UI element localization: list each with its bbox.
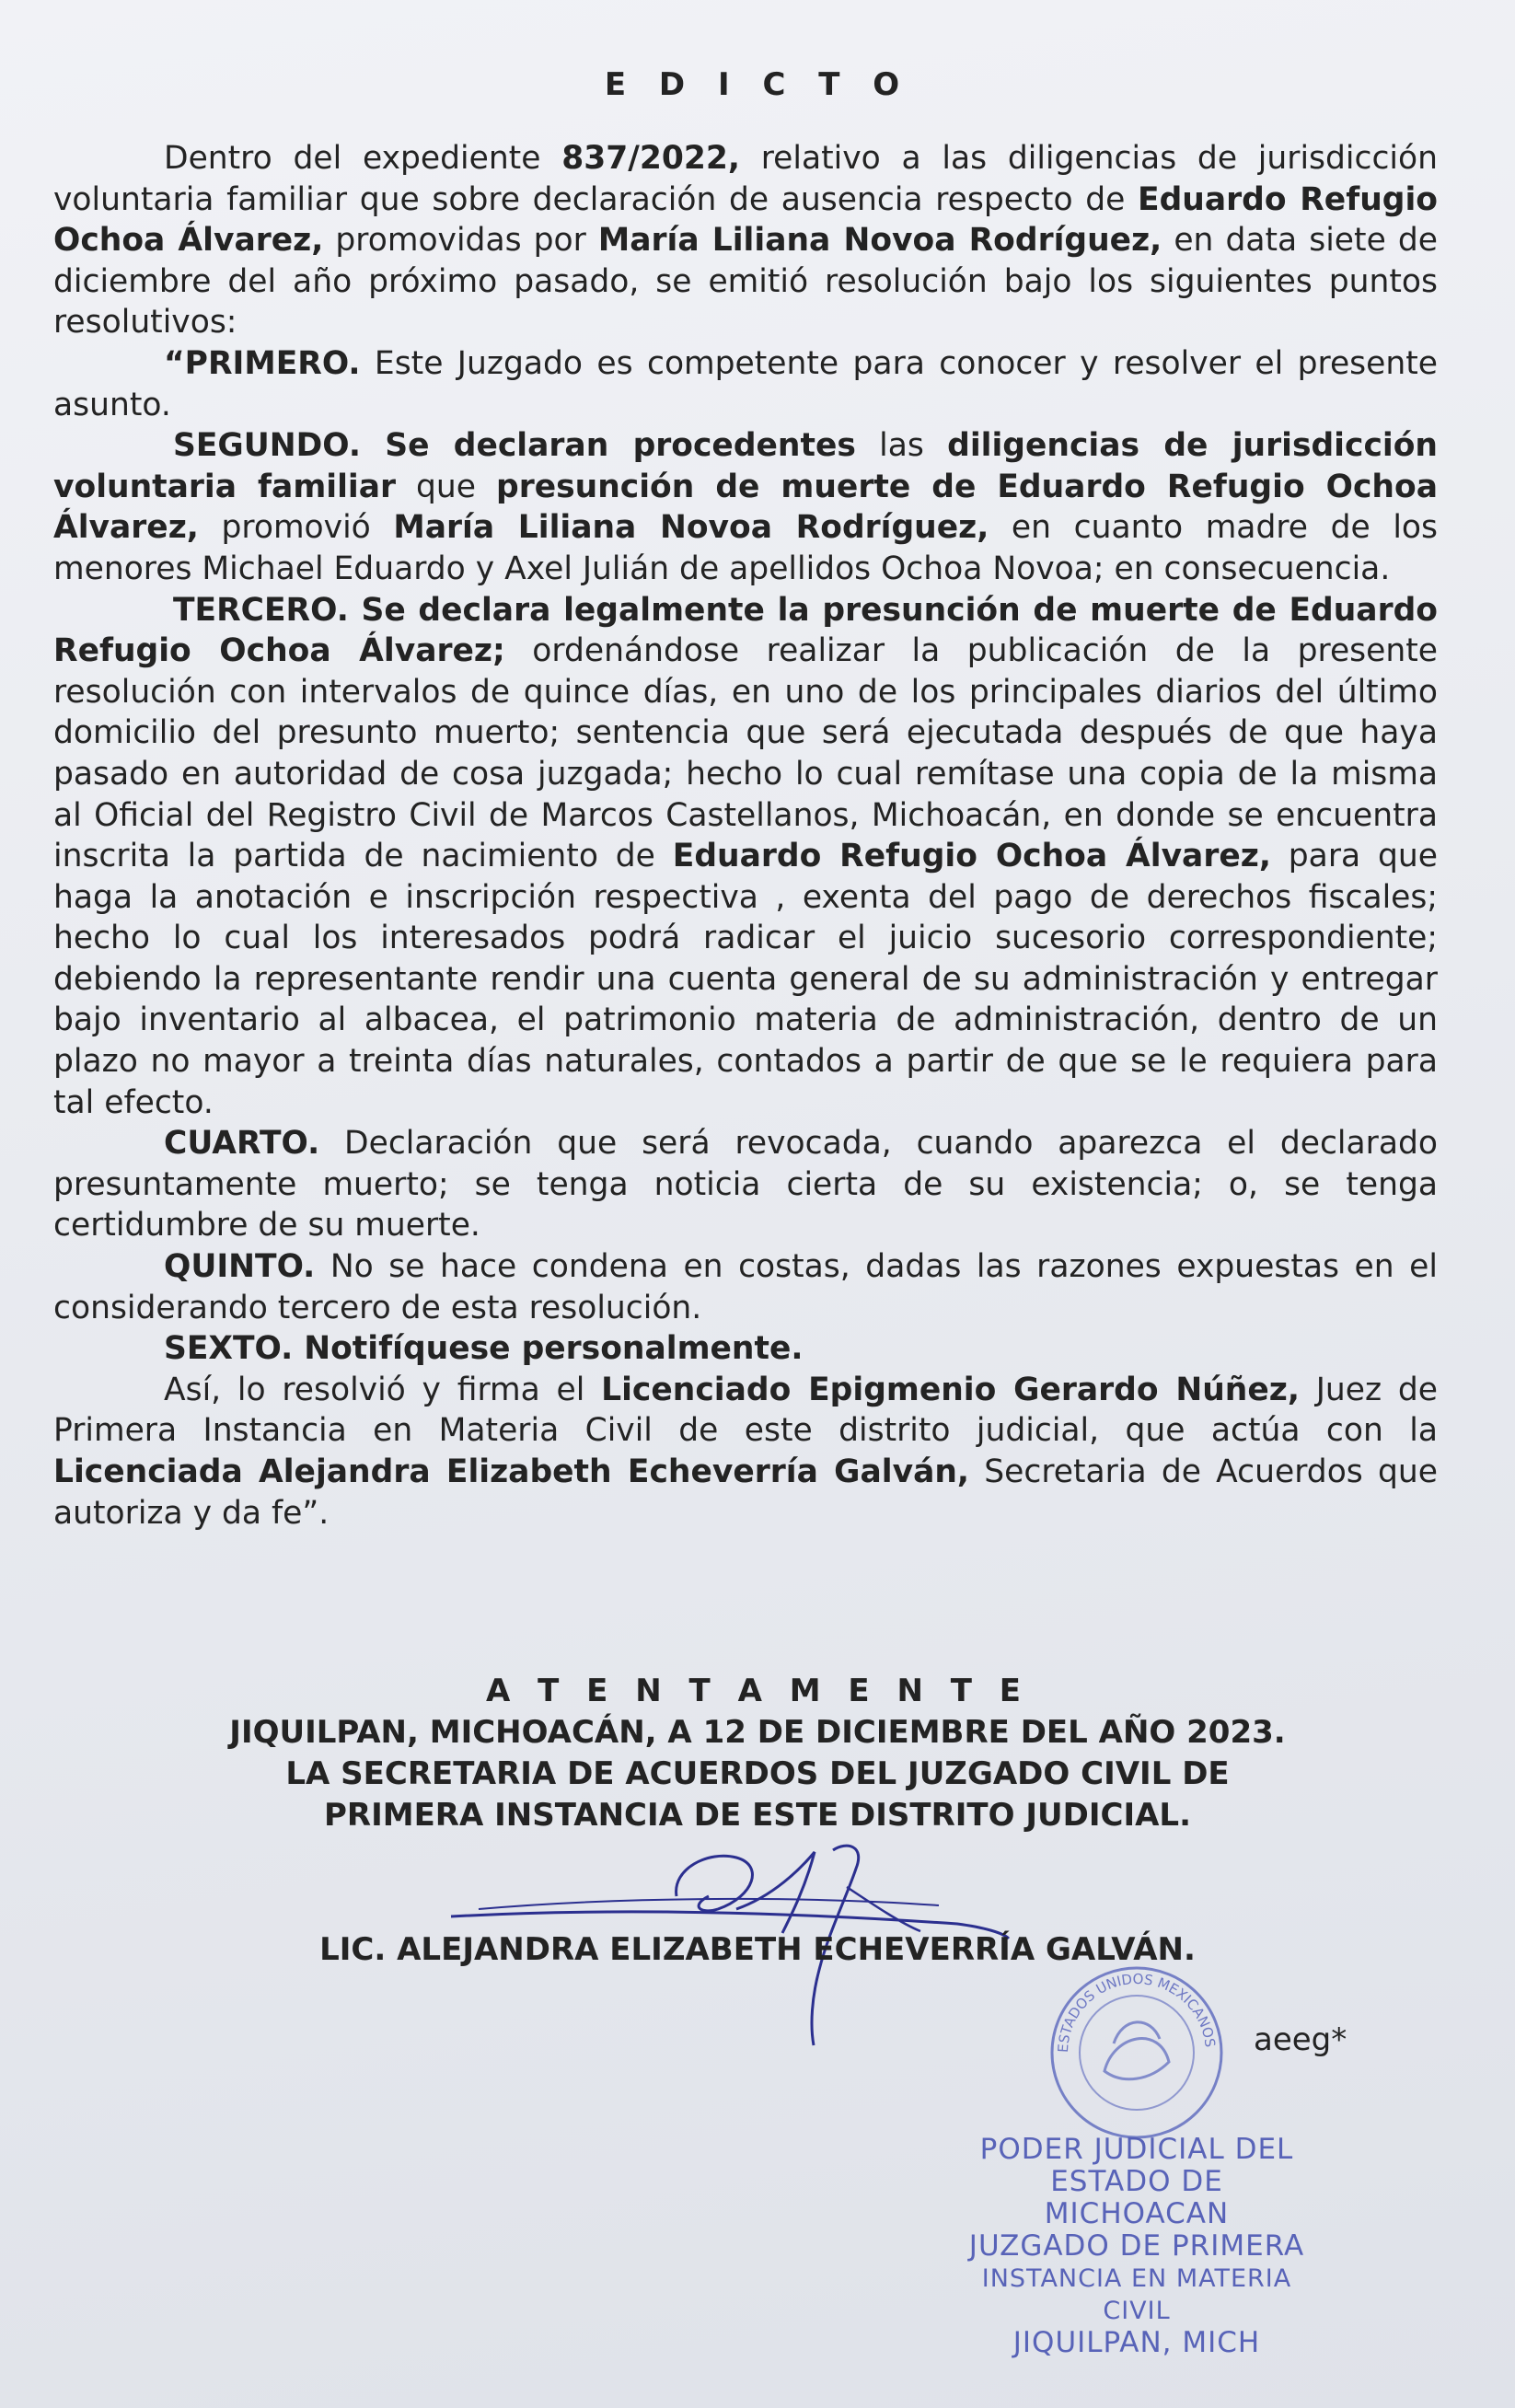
typist-initials: aeeg* — [1254, 2021, 1347, 2058]
stamp-line-3: JUZGADO DE PRIMERA — [968, 2229, 1305, 2263]
document-title: E D I C T O — [604, 66, 911, 103]
paragraph-quinto — [53, 1246, 1438, 1328]
paragraph-tercero — [53, 590, 1438, 1124]
text-run: Dentro del expediente — [164, 140, 562, 177]
person-name: Eduardo Refugio Ochoa Álvarez, — [672, 838, 1271, 875]
text-run: Juez de Primera Instancia en Materia Civil de este distrito judicial, que actúa con la — [53, 1371, 1438, 1450]
text-run: promovidas por — [323, 222, 598, 260]
stamp-line-4: INSTANCIA EN MATERIA CIVIL — [981, 2264, 1292, 2325]
seal-text: ESTADOS UNIDOS MEXICANOS — [1054, 1970, 1219, 2054]
closing-atentamente: A T E N T A M E N T E — [486, 1673, 1029, 1709]
case-number: 837/2022, — [561, 140, 740, 177]
signer-name: LIC. ALEJANDRA ELIZABETH ECHEVERRÍA GALVÁN. — [319, 1931, 1196, 1968]
paragraph-primero — [53, 343, 1438, 425]
paragraph-cuarto — [53, 1123, 1438, 1246]
person-name: Licenciado Epigmenio Gerardo Núñez, — [601, 1371, 1300, 1408]
court-stamp — [957, 2134, 1316, 2359]
point-heading: SEXTO. Notifíquese personalmente. — [164, 1330, 804, 1368]
text-run: ordenándose realizar la publicación de la presente resolución con intervalos de quince días, en uno de los principales diarios del último domicilio del presunto muerto; sentencia que será ejecutada después de que haya pasado en autoridad de cosa juzgada; hecho lo cual remítase una copia de la misma al Oficial del Registro Civil de Marcos Castellanos, Michoacán, en donde se encuentra inscrita la partida de nacimiento de — [53, 632, 1438, 875]
person-name: María Liliana Novoa Rodríguez, — [597, 222, 1162, 260]
text-run: Así, lo resolvió y firma el — [164, 1371, 602, 1408]
stamp-line-2: ESTADO DE MICHOACAN — [1044, 2165, 1230, 2230]
text-run: Declaración que será revocada, cuando aparezca el declarado presuntamente muerto; se tenga noticia cierta de su existencia; o, se tenga certidumbre de su muerte. — [53, 1125, 1438, 1245]
text-run: promovió — [198, 509, 394, 547]
person-name: Licenciada Alejandra Elizabeth Echeverría Galván, — [53, 1453, 970, 1490]
point-heading: SEGUNDO. Se declaran procedentes — [173, 427, 856, 465]
text-run: para que haga la anotación e inscripción respectiva , exenta del pago de derechos fiscales; hecho lo cual los interesados podrá radicar el juicio sucesorio correspondiente; debiendo la representante rendir una cuenta general de su administración y entregar bajo inventario al albacea, el patrimonio materia de administración, dentro de un plazo no mayor a treinta días naturales, contados a partir de que se le requiera para tal efecto. — [53, 838, 1438, 1121]
closing-line-1: LA SECRETARIA DE ACUERDOS DEL JUZGADO CIVIL DE — [285, 1755, 1230, 1792]
text-run: en data siete de diciembre del año próximo pasado, se emitió resolución bajo los siguientes puntos resolutivos: — [53, 222, 1438, 342]
stamp-line-1: PODER JUDICIAL DEL — [979, 2133, 1294, 2166]
point-heading: TERCERO. Se declara legalmente la presunción de muerte de Eduardo Refugio Ochoa Álvarez; — [53, 591, 1438, 670]
text-run: que — [396, 468, 496, 505]
text-run: Este Juzgado es competente para conocer y resolver el presente asunto. — [53, 344, 1438, 423]
point-heading: “PRIMERO. — [164, 344, 361, 382]
text-run: Secretaria de Acuerdos que autoriza y da fe”. — [53, 1453, 1439, 1532]
paragraph-final — [53, 1370, 1438, 1534]
text-run: No se hace condena en costas, dadas las razones expuestas en el considerando tercero de esta resolución. — [53, 1248, 1438, 1326]
closing-block — [0, 1671, 1515, 1836]
stamp-line-5: JIQUILPAN, MICH — [1012, 2326, 1261, 2359]
text-run: las — [855, 427, 948, 465]
document-body — [53, 138, 1438, 1534]
text-run: en cuanto madre de los menores Michael Eduardo y Axel Julián de apellidos Ochoa Novoa; en consecuencia. — [53, 509, 1438, 587]
paragraph-intro — [53, 138, 1438, 343]
text-run: relativo a las diligencias de jurisdicción voluntaria familiar que sobre declaración de ausencia respecto de — [53, 140, 1438, 218]
closing-place-date: JIQUILPAN, MICHOACÁN, A 12 DE DICIEMBRE DEL AÑO 2023. — [229, 1714, 1286, 1751]
closing-line-2: PRIMERA INSTANCIA DE ESTE DISTRITO JUDICIAL. — [323, 1797, 1191, 1834]
bold-phrase: presunción de muerte de Eduardo Refugio Ochoa Álvarez, — [53, 468, 1438, 547]
point-heading: QUINTO. — [164, 1248, 316, 1286]
paragraph-sexto — [53, 1328, 1438, 1370]
svg-text:ESTADOS UNIDOS MEXICANOS — [1055, 1971, 1219, 2053]
person-name: Eduardo Refugio Ochoa Álvarez, — [53, 180, 1438, 260]
official-seal — [1031, 1961, 1243, 2145]
bold-phrase: diligencias de jurisdicción voluntaria familiar — [53, 427, 1438, 505]
paragraph-segundo — [53, 425, 1438, 589]
person-name: María Liliana Novoa Rodríguez, — [393, 509, 989, 547]
point-heading: CUARTO. — [164, 1125, 320, 1163]
